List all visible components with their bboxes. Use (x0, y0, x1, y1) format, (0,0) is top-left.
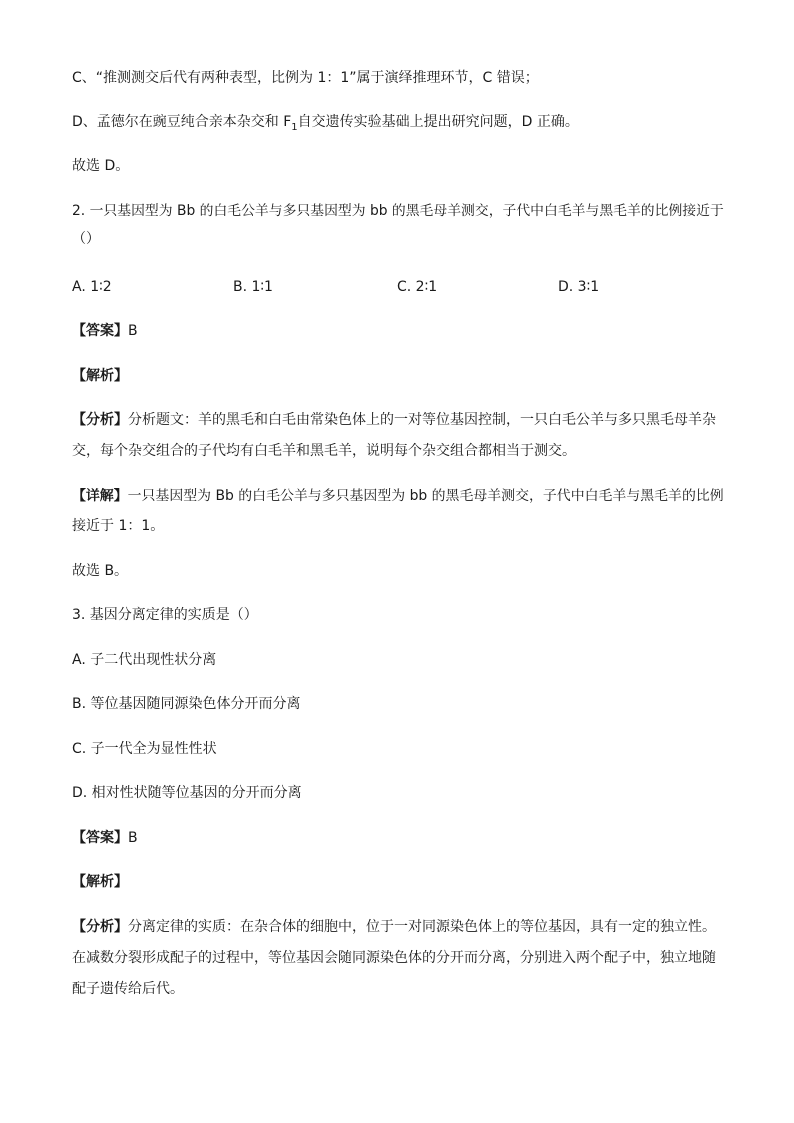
q3-option-a: A. 子二代出现性状分离 (72, 652, 217, 668)
option-d-post: 自交遗传实验基础上提出研究问题，D 正确。 (297, 114, 579, 130)
option-c-text: C、“推测测交后代有两种表型，比例为 1：1”属于演绎推理环节，C 错误； (72, 70, 539, 86)
q2-option-b: B. 1∶1 (233, 279, 273, 295)
q2-xiangjie-line2: 接近于 1：1。 (72, 518, 165, 534)
q1-choose-text: 故选 D。 (72, 158, 130, 174)
q2-choose-text: 故选 B。 (72, 563, 129, 579)
q3-answer (72, 828, 138, 848)
q3-option-c: C. 子一代全为显性性状 (72, 741, 217, 757)
q2-answer (72, 321, 138, 341)
q2-fenxi-line1 (72, 410, 716, 430)
q3-analysis-tag: 【解析】 (72, 874, 128, 890)
q2-option-d: D. 3∶1 (558, 279, 600, 295)
q2-fenxi-line2: 交，每个杂交组合的子代均有白毛羊和黑毛羊，说明每个杂交组合都相当于测交。 (72, 443, 576, 459)
option-d-pre: D、孟德尔在豌豆纯合亲本杂交和 F (72, 114, 292, 130)
q2-analysis-tag: 【解析】 (72, 368, 128, 384)
answer-tag: 【答案】 (72, 830, 128, 846)
q2-option-a: A. 1∶2 (72, 279, 112, 295)
q3-stem: 3. 基因分离定律的实质是（） (72, 607, 258, 623)
option-d-text (72, 112, 579, 132)
q3-option-d: D. 相对性状随等位基因的分开而分离 (72, 785, 302, 801)
fenxi-tag: 【分析】 (72, 919, 128, 935)
xiangjie-text: 一只基因型为 Bb 的白毛公羊与多只基因型为 bb 的黑毛母羊测交，子代中白毛羊与黑毛羊的比例 (127, 488, 724, 504)
answer-value: B (128, 830, 138, 846)
q3-fenxi-line2: 在减数分裂形成配子的过程中，等位基因会随同源染色体的分开而分离，分别进入两个配子中，独立地随 (72, 950, 716, 966)
q2-stem-line1: 2. 一只基因型为 Bb 的白毛公羊与多只基因型为 bb 的黑毛母羊测交，子代中白毛羊与黑毛羊的比例接近于 (72, 203, 724, 219)
fenxi-text: 分析题文：羊的黑毛和白毛由常染色体上的一对等位基因控制，一只白毛公羊与多只黑毛母羊杂 (128, 412, 716, 428)
q2-option-c: C. 2∶1 (397, 279, 438, 295)
fenxi-text: 分离定律的实质：在杂合体的细胞中，位于一对同源染色体上的等位基因，具有一定的独立性。 (128, 919, 716, 935)
answer-value: B (128, 323, 138, 339)
fenxi-tag: 【分析】 (72, 412, 128, 428)
q2-xiangjie-line1 (72, 486, 724, 506)
q3-fenxi-line1 (72, 917, 716, 937)
xiangjie-tag: 【详解】 (72, 488, 128, 504)
answer-tag: 【答案】 (72, 323, 128, 339)
q2-stem-line2: （） (72, 231, 100, 247)
option-d-subscript: 1 (291, 121, 298, 133)
q3-option-b: B. 等位基因随同源染色体分开而分离 (72, 696, 301, 712)
q3-fenxi-line3: 配子遗传给后代。 (72, 981, 184, 997)
